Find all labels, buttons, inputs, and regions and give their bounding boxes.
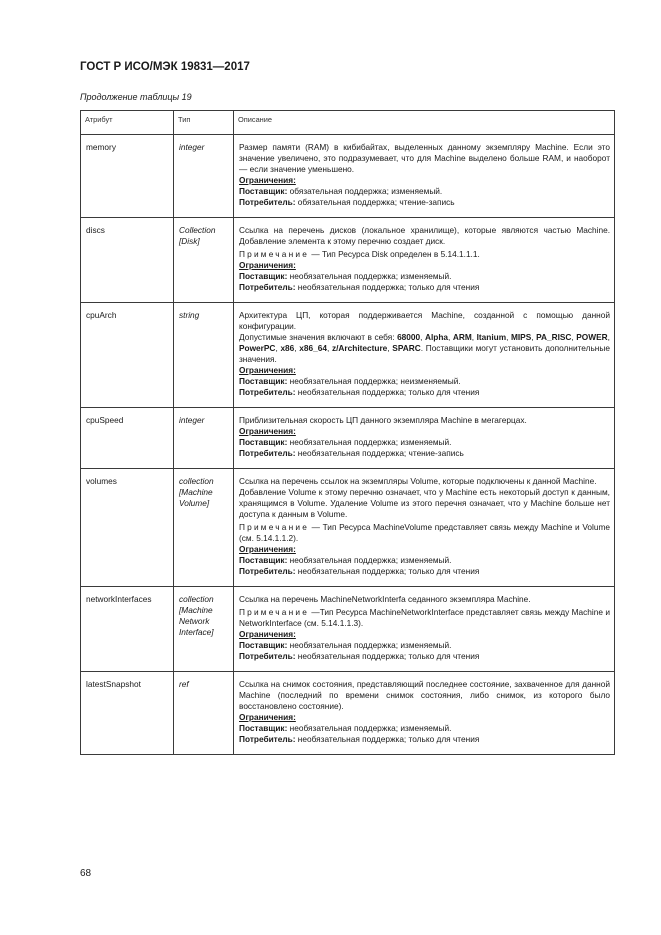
bold-text: Потребитель:	[239, 734, 296, 744]
table-row	[81, 408, 615, 469]
table-header-row	[81, 111, 615, 135]
description-paragraph	[239, 594, 610, 605]
description-paragraph	[239, 249, 610, 260]
description-paragraph	[239, 723, 610, 734]
type-cell: collection [Machine Volume]	[174, 469, 234, 587]
bold-text: PA_RISC	[536, 332, 572, 342]
text-segment: ,	[571, 332, 577, 342]
table-caption: Продолжение таблицы 19	[80, 92, 192, 102]
note-label: Примечание	[239, 522, 310, 532]
bold-text: x86	[280, 343, 295, 353]
table-row	[81, 587, 615, 672]
description-paragraph	[239, 225, 610, 247]
column-header-type: Тип	[174, 111, 234, 135]
text-segment: Ссылка на перечень дисков (локальное хранилище), которые являются частью Machine. Добавление элемента к этому перечню создает диск.	[239, 225, 610, 246]
attribute-cell: volumes	[81, 469, 174, 587]
table-row	[81, 135, 615, 218]
bold-text: Поставщик:	[239, 271, 288, 281]
bold-text: Поставщик:	[239, 640, 288, 650]
description-paragraph	[239, 566, 610, 577]
bold-text: Поставщик:	[239, 723, 288, 733]
bold-text: Поставщик:	[239, 555, 288, 565]
text-segment: необязательная поддержка; только для чтения	[295, 387, 480, 397]
description-cell	[234, 469, 615, 587]
text-segment: ,	[326, 343, 332, 353]
note-label: Примечание	[239, 249, 310, 259]
description-paragraph	[239, 260, 610, 271]
description-paragraph	[239, 448, 610, 459]
description-paragraph	[239, 487, 610, 520]
column-header-description: Описание	[234, 111, 615, 135]
type-cell: collection [Machine Network Interface]	[174, 587, 234, 672]
text-segment: необязательная поддержка; только для чтения	[295, 566, 480, 576]
attribute-cell: cpuArch	[81, 303, 174, 408]
bold-text: SPARC	[392, 343, 421, 353]
text-segment: необязательная поддержка; неизменяемый.	[287, 376, 461, 386]
constraints-label: Ограничения:	[239, 426, 296, 436]
constraints-label: Ограничения:	[239, 712, 296, 722]
description-paragraph	[239, 629, 610, 640]
text-segment: необязательная поддержка; изменяемый.	[287, 640, 452, 650]
text-segment: ,	[448, 332, 453, 342]
bold-text: PowerPC	[239, 343, 276, 353]
text-segment: Ссылка на перечень MachineNetworkInterfa седанного экземпляра Machine.	[239, 594, 531, 604]
bold-text: Потребитель:	[239, 282, 296, 292]
attribute-cell: discs	[81, 218, 174, 303]
text-segment: необязательная поддержка; только для чтения	[295, 282, 480, 292]
constraints-label: Ограничения:	[239, 260, 296, 270]
description-cell	[234, 672, 615, 755]
type-cell: integer	[174, 408, 234, 469]
description-paragraph	[239, 387, 610, 398]
text-segment: ,	[387, 343, 393, 353]
description-cell	[234, 408, 615, 469]
bold-text: Потребитель:	[239, 566, 296, 576]
text-segment: ,	[420, 332, 425, 342]
constraints-label: Ограничения:	[239, 175, 296, 185]
text-segment: необязательная поддержка; только для чтения	[295, 651, 480, 661]
description-paragraph	[239, 640, 610, 651]
bold-text: Потребитель:	[239, 387, 296, 397]
text-segment: необязательная поддержка; изменяемый.	[287, 723, 452, 733]
description-cell	[234, 303, 615, 408]
text-segment: ,	[275, 343, 281, 353]
attribute-table	[80, 110, 615, 755]
text-segment: ,	[531, 332, 537, 342]
bold-text: POWER	[576, 332, 608, 342]
description-paragraph	[239, 282, 610, 293]
description-paragraph	[239, 376, 610, 387]
text-segment: Размер памяти (RAM) в кибибайтах, выделенных данному экземпляру Machine. Если это значение увеличено, это подразумевает, что для Machine выделено больше RAM, и наоборот — если значение уменьшено.	[239, 142, 610, 174]
description-cell	[234, 587, 615, 672]
type-cell: Collection [Disk]	[174, 218, 234, 303]
description-paragraph	[239, 734, 610, 745]
text-segment: Допустимые значения включают в себя:	[239, 332, 398, 342]
bold-text: ARM	[452, 332, 472, 342]
description-paragraph	[239, 426, 610, 437]
description-paragraph	[239, 437, 610, 448]
description-paragraph	[239, 186, 610, 197]
text-segment: — Тип Ресурса Disk определен в 5.14.1.1.1.	[309, 249, 480, 259]
table-row	[81, 303, 615, 408]
bold-text: z/Architecture	[331, 343, 388, 353]
text-segment: Архитектура ЦП, которая поддерживается Machine, созданной с помощью данной конфигурации.	[239, 310, 610, 331]
text-segment: Ссылка на снимок состояния, представляющий последнее состояние, захваченное для данной Machine (последний по времени снимок состояния, либо снимок, из которого было восстановлено состояние).	[239, 679, 610, 711]
bold-text: Alpha	[424, 332, 449, 342]
description-paragraph	[239, 271, 610, 282]
bold-text: Потребитель:	[239, 197, 296, 207]
column-header-attribute: Атрибут	[81, 111, 174, 135]
bold-text: Поставщик:	[239, 376, 288, 386]
note-label: Примечание	[239, 607, 310, 617]
attribute-cell: networkInterfaces	[81, 587, 174, 672]
bold-text: 68000	[397, 332, 421, 342]
text-segment: . Поставщики могут установить дополнительные значения.	[239, 343, 610, 364]
constraints-label: Ограничения:	[239, 629, 296, 639]
attribute-cell: cpuSpeed	[81, 408, 174, 469]
description-paragraph	[239, 544, 610, 555]
text-segment: обязательная поддержка; изменяемый.	[287, 186, 443, 196]
type-cell: integer	[174, 135, 234, 218]
text-segment: Добавление Volume к этому перечню означает, что у Machine есть некоторый доступ к данным, хранящимся в Volume. Удаление Volume из этого перечня означает, что у Machine больше нет доступа к данным в Volume.	[239, 487, 610, 519]
description-cell	[234, 218, 615, 303]
bold-text: Поставщик:	[239, 186, 288, 196]
text-segment: необязательная поддержка; только для чтения	[295, 734, 480, 744]
description-paragraph	[239, 476, 610, 487]
document-header: ГОСТ Р ИСО/МЭК 19831—2017	[80, 61, 250, 73]
text-segment: необязательная поддержка; изменяемый.	[287, 271, 452, 281]
bold-text: Поставщик:	[239, 437, 288, 447]
description-paragraph	[239, 142, 610, 175]
page-number: 68	[80, 868, 92, 879]
text-segment: ,	[506, 332, 511, 342]
bold-text: Itanium	[476, 332, 507, 342]
description-paragraph	[239, 197, 610, 208]
description-paragraph	[239, 555, 610, 566]
description-paragraph	[239, 415, 610, 426]
text-segment: Ссылка на перечень ссылок на экземпляры Volume, которые подключены к данной Machine.	[239, 476, 597, 486]
description-paragraph	[239, 651, 610, 662]
text-segment: ,	[294, 343, 300, 353]
text-segment: необязательная поддержка; изменяемый.	[287, 437, 452, 447]
table-row	[81, 672, 615, 755]
text-segment: обязательная поддержка; чтение-запись	[295, 197, 455, 207]
text-segment: —Тип Ресурса MachineNetworkInterface представляет связь между Machine и NetworkInterface (см. 5.14.1.1.3).	[239, 607, 610, 628]
text-segment: необязательная поддержка; изменяемый.	[287, 555, 452, 565]
attribute-cell: memory	[81, 135, 174, 218]
constraints-label: Ограничения:	[239, 365, 296, 375]
text-segment: ,	[607, 332, 610, 342]
description-paragraph	[239, 712, 610, 723]
type-cell: string	[174, 303, 234, 408]
bold-text: MIPS	[510, 332, 532, 342]
description-paragraph	[239, 332, 610, 365]
text-segment: необязательная поддержка; чтение-запись	[295, 448, 464, 458]
attribute-cell: latestSnapshot	[81, 672, 174, 755]
bold-text: Потребитель:	[239, 651, 296, 661]
description-cell	[234, 135, 615, 218]
description-paragraph	[239, 522, 610, 544]
description-paragraph	[239, 365, 610, 376]
description-paragraph	[239, 679, 610, 712]
bold-text: Потребитель:	[239, 448, 296, 458]
table-row	[81, 218, 615, 303]
type-cell: ref	[174, 672, 234, 755]
text-segment: — Тип Ресурса MachineVolume представляет связь между Machine и Volume (см. 5.14.1.1.2).	[239, 522, 610, 543]
bold-text: x86_64	[299, 343, 327, 353]
description-paragraph	[239, 175, 610, 186]
table-row	[81, 469, 615, 587]
text-segment: Приблизительная скорость ЦП данного экземпляра Machine в мегагерцах.	[239, 415, 527, 425]
description-paragraph	[239, 607, 610, 629]
text-segment: ,	[471, 332, 477, 342]
description-paragraph	[239, 310, 610, 332]
constraints-label: Ограничения:	[239, 544, 296, 554]
